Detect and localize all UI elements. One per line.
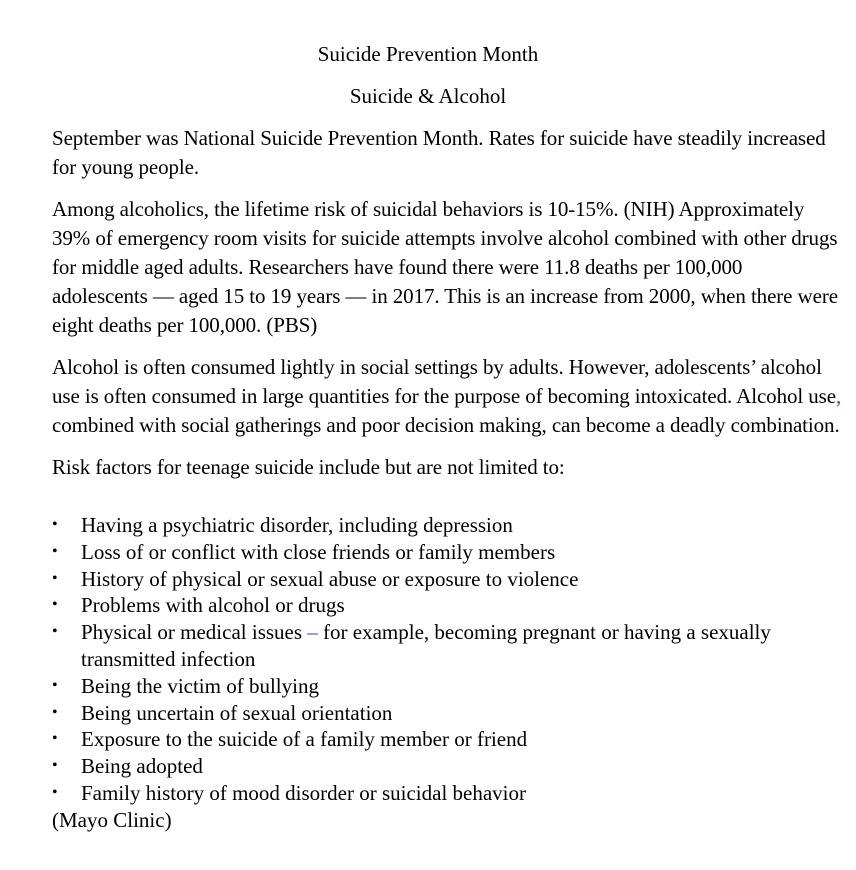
list-item (52, 673, 842, 700)
alcohol-paragraph-part2: combined with social gatherings and poor decision making, can become a deadly combination. (52, 413, 840, 437)
list-item (52, 592, 842, 619)
list-item (52, 512, 842, 539)
list-item-text: Loss of or conflict with close friends or family members (81, 539, 556, 564)
document-subtitle: Suicide & Alcohol (349, 84, 507, 108)
list-item-text: Exposure to the suicide of a family member or friend (81, 727, 528, 752)
list-item (52, 619, 842, 673)
bullet-icon: • (52, 596, 58, 614)
list-item (52, 700, 842, 727)
list-item-text: Being adopted (81, 754, 203, 779)
list-item-text: Being the victim of bullying (81, 673, 319, 698)
risk-intro-paragraph: Risk factors for teenage suicide include but are not limited to: (52, 455, 565, 479)
bullet-icon: • (52, 542, 58, 560)
bullet-icon: • (52, 783, 58, 801)
list-item-text: Having a psychiatric disorder, including depression (81, 513, 513, 537)
alcohol-paragraph-part1: Alcohol is often consumed lightly in social settings by adults. However, adolescents’ alcohol use is often consumed in large quantities for the purpose of becoming intoxicated. Alcohol use (52, 355, 836, 408)
highlighted-comma: , (835, 384, 842, 408)
risk-factors-list (52, 512, 842, 807)
list-item-text: Family history of mood disorder or suicidal behavior (81, 780, 527, 805)
list-item-text: Being uncertain of sexual orientation (81, 700, 393, 725)
list-item (52, 566, 842, 593)
list-item-text-before: Physical or medical issues (81, 620, 308, 645)
highlighted-dash: – (307, 620, 318, 645)
alcohol-paragraph (52, 353, 842, 440)
bullet-icon: • (52, 516, 58, 533)
list-item (52, 780, 842, 807)
list-item (52, 726, 842, 753)
list-item-text-after: for example, becoming pregnant or having a sexually transmitted infection (81, 620, 771, 671)
bullet-icon: • (52, 623, 58, 641)
document-title: Suicide Prevention Month (317, 42, 539, 66)
bullet-icon: • (52, 703, 58, 721)
bullet-icon: • (52, 676, 58, 694)
document-page (52, 40, 842, 834)
bullet-icon: • (52, 757, 58, 775)
list-item-text: Problems with alcohol or drugs (81, 593, 345, 618)
list-item (52, 539, 842, 566)
statistics-paragraph: Among alcoholics, the lifetime risk of suicidal behaviors is 10-15%. (NIH) Approximately 39% of emergency room visits for suicide attempts involve alcohol combined with other drugs for middle aged adults. Researchers have found there were 11.8 deaths per 100,000 adolescents — aged 15 to 19 years — in 2017. This is an increase from 2000, when there were eight deaths per 100,000. (PBS) (52, 197, 838, 337)
source-citation: (Mayo Clinic) (52, 807, 172, 832)
bullet-icon: • (52, 730, 58, 748)
bullet-icon: • (52, 569, 58, 587)
list-item (52, 753, 842, 780)
intro-paragraph: September was National Suicide Prevention Month. Rates for suicide have steadily increased for young people. (52, 126, 826, 179)
list-item-text: History of physical or sexual abuse or exposure to violence (81, 566, 579, 591)
